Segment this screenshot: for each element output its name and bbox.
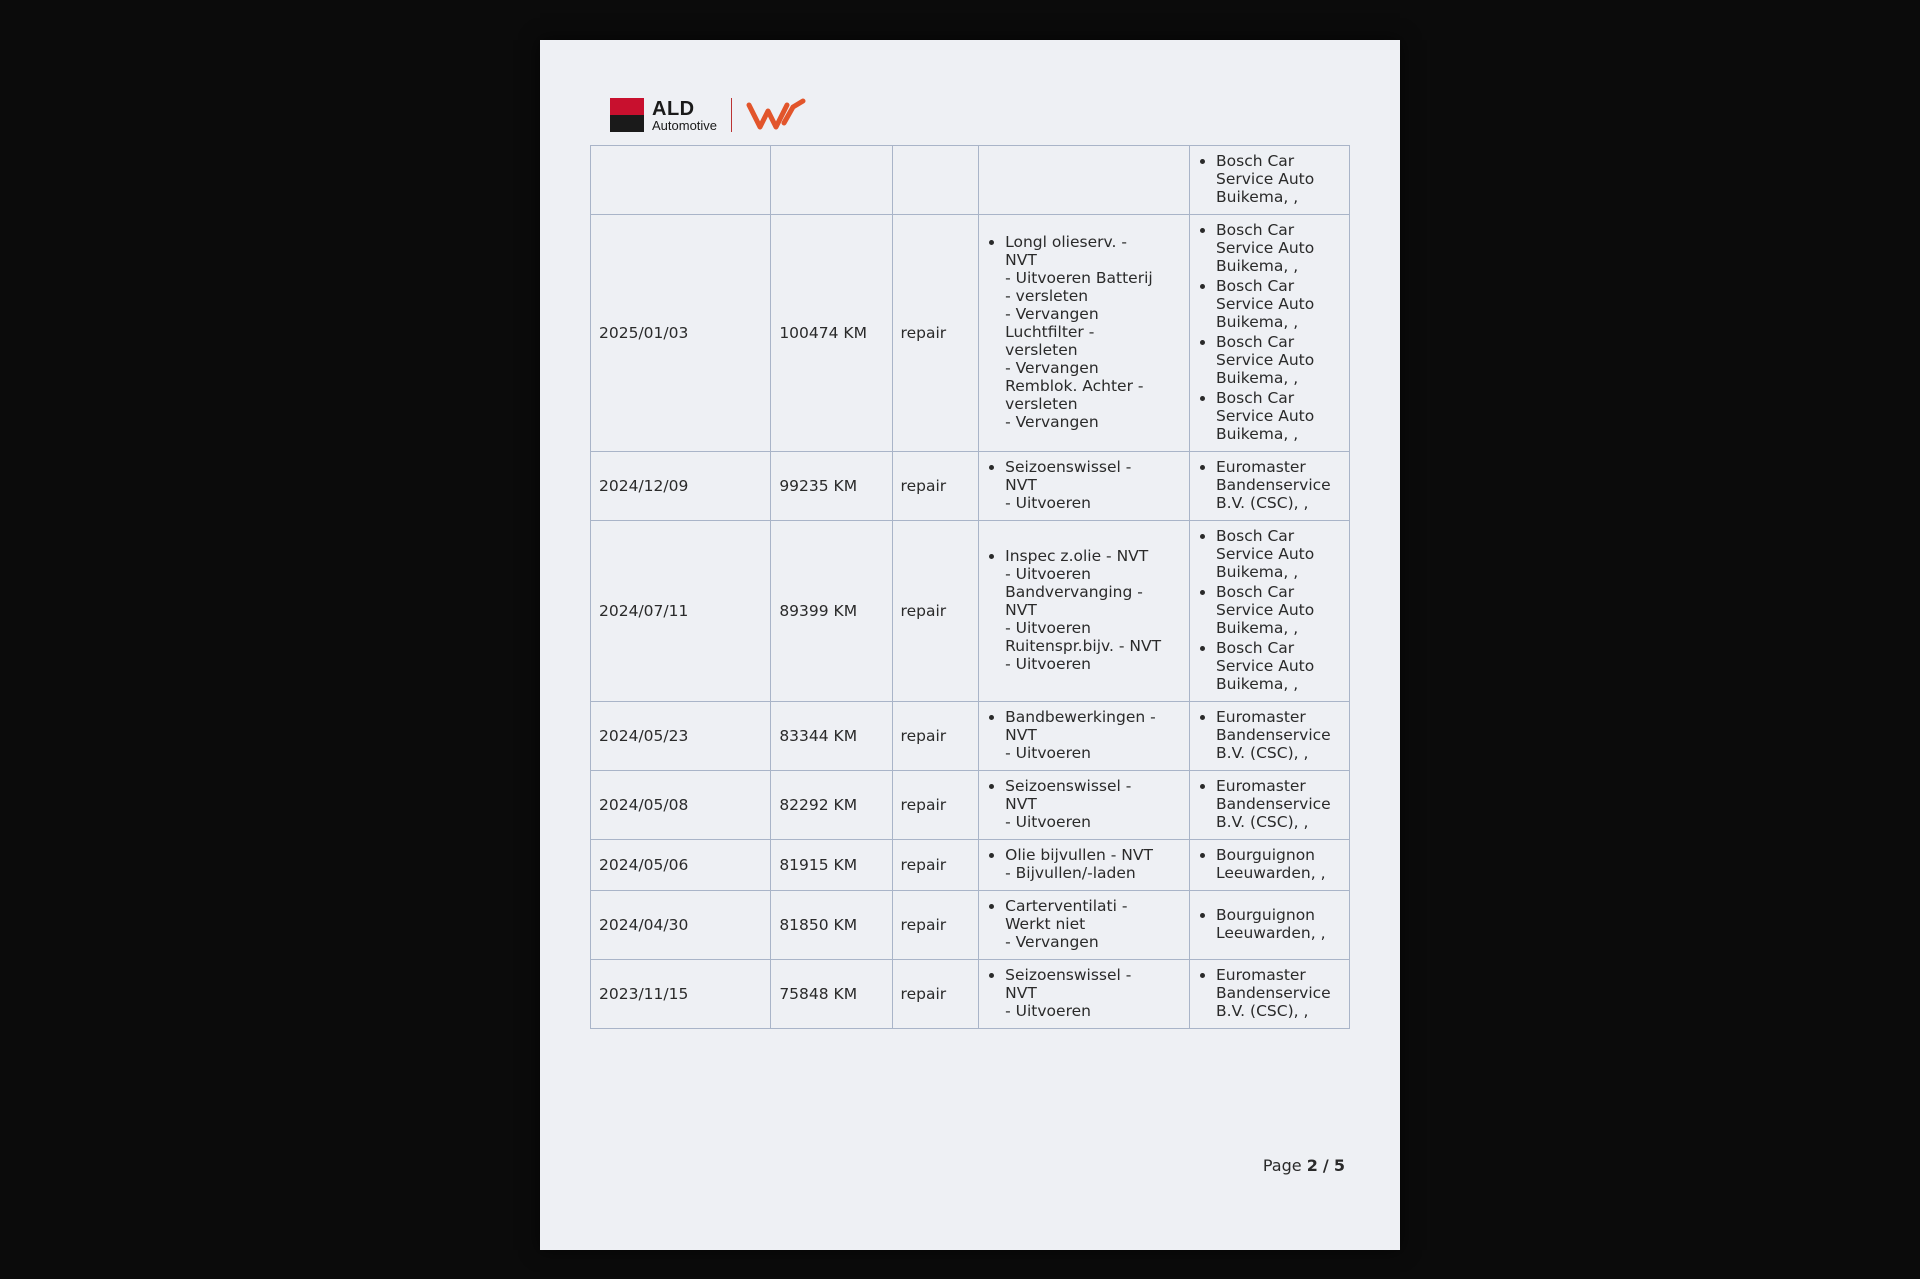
- type-cell: repair: [892, 840, 979, 891]
- description-line: Luchtfilter -: [1005, 323, 1095, 341]
- description-item: [1005, 897, 1181, 951]
- mileage-cell: 81850 KM: [771, 891, 892, 960]
- type-cell: repair: [892, 771, 979, 840]
- description-cell: [979, 702, 1190, 771]
- dealer-cell: [1190, 771, 1350, 840]
- dealer-item: • Bourguignon Leeuwarden, ,: [1216, 906, 1341, 942]
- logo-divider: [731, 98, 732, 132]
- description-line: • Bandbewerkingen -: [1005, 708, 1156, 726]
- description-line: Remblok. Achter -: [1005, 377, 1144, 395]
- date-cell: 2024/05/06: [591, 840, 771, 891]
- logo-sub: Automotive: [652, 117, 718, 133]
- description-line: NVT: [1005, 795, 1037, 813]
- table-row: [591, 521, 1350, 702]
- table-row: [591, 702, 1350, 771]
- description-line: • Seizoenswissel -: [1005, 966, 1132, 984]
- mileage-cell: 81915 KM: [771, 840, 892, 891]
- dealer-item: • Bosch Car Service Auto Buikema, ,: [1216, 333, 1341, 387]
- description-cell: [979, 960, 1190, 1029]
- dealer-item: • Bosch Car Service Auto Buikema, ,: [1216, 277, 1341, 331]
- description-line: - Uitvoeren: [1005, 744, 1091, 762]
- type-cell: repair: [892, 521, 979, 702]
- description-line: - Uitvoeren: [1005, 813, 1091, 831]
- description-item: [1005, 777, 1181, 831]
- dealer-cell: [1190, 521, 1350, 702]
- description-line: - Vervangen: [1005, 359, 1099, 377]
- dealer-cell: [1190, 146, 1350, 215]
- dealer-item: • Euromaster Bandenservice B.V. (CSC), ,: [1216, 966, 1341, 1020]
- description-item: [1005, 708, 1181, 762]
- dealer-item: • Bosch Car Service Auto Buikema, ,: [1216, 221, 1341, 275]
- mileage-cell: 99235 KM: [771, 452, 892, 521]
- type-cell: repair: [892, 960, 979, 1029]
- type-cell: repair: [892, 702, 979, 771]
- ald-logo-mark: [610, 98, 644, 132]
- type-cell: repair: [892, 215, 979, 452]
- dealer-cell: [1190, 960, 1350, 1029]
- page-current: 2: [1306, 1156, 1318, 1175]
- description-line: - Vervangen: [1005, 305, 1099, 323]
- table-row: [591, 452, 1350, 521]
- date-cell: 2024/04/30: [591, 891, 771, 960]
- description-item: [1005, 547, 1181, 673]
- description-line: Bandvervanging -: [1005, 583, 1143, 601]
- dealer-item: • Bourguignon Leeuwarden, ,: [1216, 846, 1341, 882]
- description-line: versleten: [1005, 395, 1078, 413]
- description-item: [1005, 458, 1181, 512]
- dealer-cell: [1190, 702, 1350, 771]
- description-line: - versleten: [1005, 287, 1089, 305]
- date-cell: 2024/05/08: [591, 771, 771, 840]
- mileage-cell: 83344 KM: [771, 702, 892, 771]
- description-line: NVT: [1005, 726, 1037, 744]
- table-row: [591, 771, 1350, 840]
- description-line: NVT: [1005, 601, 1037, 619]
- date-cell: 2024/05/23: [591, 702, 771, 771]
- dealer-cell: [1190, 840, 1350, 891]
- date-cell: 2025/01/03: [591, 215, 771, 452]
- mileage-cell: 89399 KM: [771, 521, 892, 702]
- description-cell: [979, 521, 1190, 702]
- dealer-cell: [1190, 215, 1350, 452]
- ald-logo-text: [652, 99, 717, 132]
- description-line: - Vervangen: [1005, 933, 1099, 951]
- date-cell: 2024/12/09: [591, 452, 771, 521]
- description-line: - Bijvullen/-laden: [1005, 864, 1136, 882]
- description-line: NVT: [1005, 476, 1037, 494]
- description-line: • Longl olieserv. -: [1005, 233, 1127, 251]
- dealer-item: • Bosch Car Service Auto Buikema, ,: [1216, 527, 1341, 581]
- dealer-cell: [1190, 891, 1350, 960]
- description-line: - Uitvoeren: [1005, 494, 1091, 512]
- description-cell: [979, 891, 1190, 960]
- description-line: • Carterventilati -: [1005, 897, 1128, 915]
- date-cell: 2023/11/15: [591, 960, 771, 1029]
- description-line: • Seizoenswissel -: [1005, 777, 1132, 795]
- description-line: • Olie bijvullen - NVT: [1005, 846, 1153, 864]
- mileage-cell: [771, 146, 892, 215]
- description-line: NVT: [1005, 984, 1037, 1002]
- description-item: [1005, 966, 1181, 1020]
- date-cell: [591, 146, 771, 215]
- description-line: - Uitvoeren: [1005, 655, 1091, 673]
- table-row: [591, 146, 1350, 215]
- description-line: • Seizoenswissel -: [1005, 458, 1132, 476]
- type-cell: repair: [892, 891, 979, 960]
- date-cell: 2024/07/11: [591, 521, 771, 702]
- dealer-item: • Bosch Car Service Auto Buikema, ,: [1216, 639, 1341, 693]
- type-cell: repair: [892, 452, 979, 521]
- dealer-item: • Euromaster Bandenservice B.V. (CSC), ,: [1216, 458, 1341, 512]
- description-cell: [979, 146, 1190, 215]
- logo-main: ALD: [652, 97, 695, 120]
- description-line: - Uitvoeren: [1005, 619, 1091, 637]
- dealer-item: • Bosch Car Service Auto Buikema, ,: [1216, 389, 1341, 443]
- description-line: NVT: [1005, 251, 1037, 269]
- page-label: Page: [1262, 1156, 1302, 1175]
- description-line: - Uitvoeren Batterij: [1005, 269, 1153, 287]
- table-row: [591, 960, 1350, 1029]
- description-item: [1005, 233, 1181, 431]
- table-row: [591, 215, 1350, 452]
- description-cell: [979, 215, 1190, 452]
- description-item: [1005, 846, 1181, 882]
- description-line: versleten: [1005, 341, 1078, 359]
- description-cell: [979, 452, 1190, 521]
- dealer-item: • Bosch Car Service Auto Buikema, ,: [1216, 152, 1341, 206]
- page-footer: [1263, 1156, 1345, 1175]
- logo-row: [610, 95, 806, 135]
- table-row: [591, 840, 1350, 891]
- dealer-item: • Bosch Car Service Auto Buikema, ,: [1216, 583, 1341, 637]
- mileage-cell: 100474 KM: [771, 215, 892, 452]
- description-cell: [979, 840, 1190, 891]
- table-row: [591, 891, 1350, 960]
- page-separator: /: [1322, 1156, 1329, 1175]
- type-cell: [892, 146, 979, 215]
- maintenance-history-table: [590, 145, 1350, 1029]
- partner-logo-icon: [746, 97, 806, 133]
- description-line: - Uitvoeren: [1005, 1002, 1091, 1020]
- description-line: Werkt niet: [1005, 915, 1086, 933]
- document-page: [540, 40, 1400, 1250]
- description-line: - Vervangen: [1005, 413, 1099, 431]
- dealer-cell: [1190, 452, 1350, 521]
- description-line: - Uitvoeren: [1005, 565, 1091, 583]
- dealer-item: • Euromaster Bandenservice B.V. (CSC), ,: [1216, 777, 1341, 831]
- description-cell: [979, 771, 1190, 840]
- dealer-item: • Euromaster Bandenservice B.V. (CSC), ,: [1216, 708, 1341, 762]
- description-line: Ruitenspr.bijv. - NVT: [1005, 637, 1162, 655]
- mileage-cell: 75848 KM: [771, 960, 892, 1029]
- page-total: 5: [1333, 1156, 1345, 1175]
- description-line: • Inspec z.olie - NVT: [1005, 547, 1149, 565]
- mileage-cell: 82292 KM: [771, 771, 892, 840]
